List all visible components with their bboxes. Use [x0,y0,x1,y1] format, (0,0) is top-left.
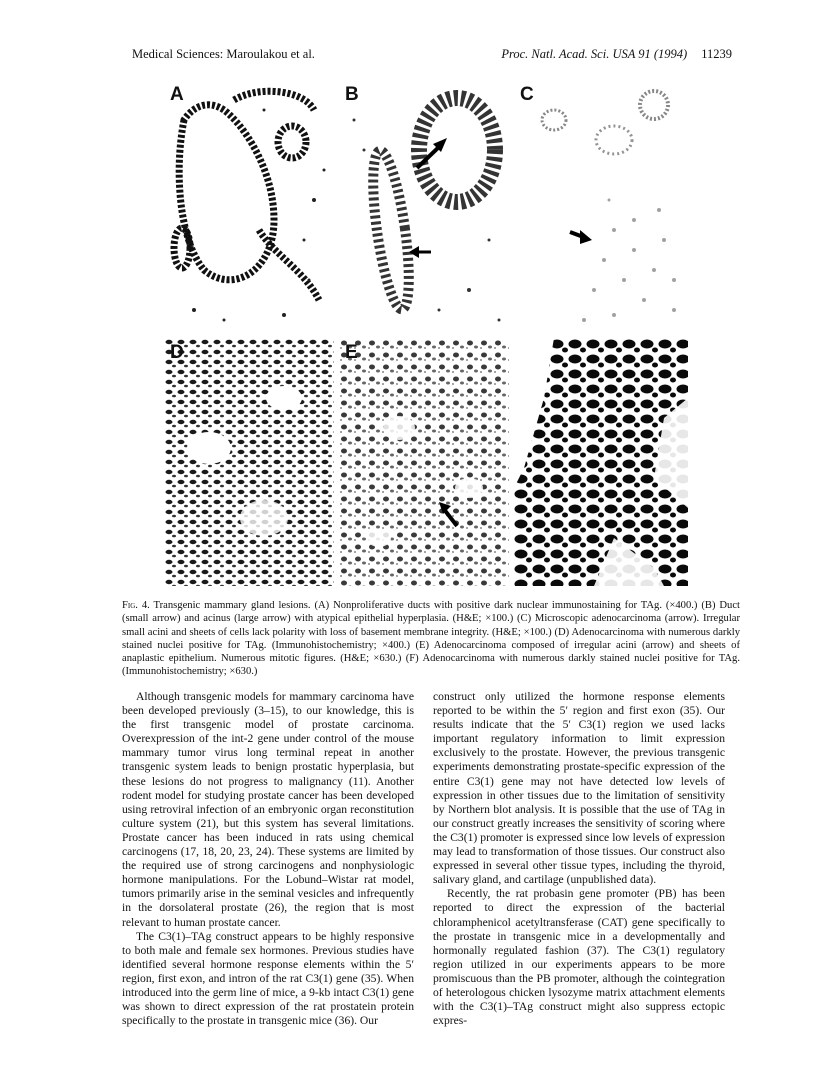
panel-e-micrograph [339,338,509,586]
figure-4 [164,80,688,586]
panel-a-micrograph [164,80,334,332]
panel-d-label: D [170,342,184,363]
figure-caption [122,599,740,679]
panel-b-label: B [345,84,359,105]
caption-label: Fig. 4. [122,600,150,611]
panel-b [339,80,509,332]
right-paragraph-1: construct only utilized the hormone response elements reported to be within the 5′ region and first exon (35). Our results indicate that the 5′ C3(1) region we used lacks important regulatory information to limit expression exclusively to the prostate. However, the previous transgenic experiments demonstrating prostate-specific expression of the entire C3(1) gene may not have detected low levels of expression in other tissues due to the limitation of sensitivity by Northern blot analysis. It is possible that the use of TAg in our construct greatly increases the sensitivity of scoring where the C3(1) promoter is expressed since low levels of expression may lead to transformation of those tissues. Our construct also expressed in several other tissue types, including the thyroid, salivary gland, and cartilage (unpublished data). [433,690,725,887]
left-column [122,690,414,1028]
caption-text: Transgenic mammary gland lesions. (A) Nonproliferative ducts with positive dark nuclear immunostaining for TAg. (×400.) (B) Duct (small arrow) and acinus (large arrow) with atypical epithelial hyperplasia. (H&E; ×100.) (C) Microscopic adenocarcinoma (arrow). Irregular small acini and sheets of cells lack polarity with loss of basement membrane integrity. (H&E; ×100.) (D) Adenocarcinoma with numerous darkly stained nuclei positive for TAg. (Immunohistochemistry; ×400.) (E) Adenocarcinoma composed of irregular acini (arrow) and sheets of anaplastic epithelium. Numerous mitotic figures. (H&E; ×630.) (F) Adenocarcinoma with numerous darkly stained nuclei positive for TAg. (Immunohistochemistry; ×630.) [122,600,740,678]
header-journal: Proc. Natl. Acad. Sci. USA 91 (1994) [501,47,688,61]
panel-e-label: E [345,342,358,363]
header-section-authors: Medical Sciences: Maroulakou et al. [132,47,315,61]
right-column [433,690,725,1028]
header-page-number: 11239 [701,47,732,61]
panel-d [164,338,334,586]
panel-a [164,80,334,332]
panel-e [339,338,509,586]
panel-f [514,338,688,586]
panel-a-label: A [170,84,184,105]
panel-c-micrograph [514,80,688,332]
panel-c [514,80,688,332]
left-paragraph-1: Although transgenic models for mammary carcinoma have been developed previously (3–15), to our knowledge, this is the first transgenic model of prostate carcinoma. Overexpression of the int-2 gene under control of the mouse mammary tumor virus long terminal repeat in another transgenic system leads to benign prostatic hyperplasia, but these lesions do not progress to malignancy (11). Another rodent model for studying prostate cancer has been developed using retroviral infection of an embryonic organ reconstitution culture system (21), but this system has several limitations. Prostate cancer has been induced in rats using chemical carcinogens (17, 18, 20, 23, 24). These systems are limited by the required use of strong carcinogens and nonphysiologic hormone manipulations. For the Lobund–Wistar rat model, tumors primarily arise in the seminal vesicles and infrequently in the dorsolateral prostate (26), the region that is most relevant to human prostate cancer. [122,690,414,929]
running-header [132,47,732,65]
panel-c-label: C [520,84,534,105]
header-journal-page [501,47,732,62]
panel-f-micrograph [514,338,688,586]
left-paragraph-2: The C3(1)–TAg construct appears to be highly responsive to both male and female sex hormones. Previous studies have identified several hormone response elements within the 5′ region, first exon, and intron of the rat C3(1) gene (35). When introduced into the germ line of mice, a 9-kb intact C3(1) gene was shown to direct expression of the rat prostatein protein specifically to the prostate in transgenic mice (36). Our [122,929,414,1028]
panel-f-label: F [520,342,532,363]
panel-b-micrograph [339,80,509,332]
panel-d-micrograph [164,338,334,586]
right-paragraph-2: Recently, the rat probasin gene promoter (PB) has been reported to direct the expression of the bacterial chloramphenicol acetyltransferase (CAT) gene specifically to the prostate in transgenic mice in a developmentally and hormonally regulated fashion (37). The C3(1) regulatory region utilized in our experiments appears to be more promiscuous than the PB promoter, although the cointegration of heterologous chicken lysozyme matrix attachment elements with the C3(1)–TAg construct might also suppress ectopic expres- [433,887,725,1028]
